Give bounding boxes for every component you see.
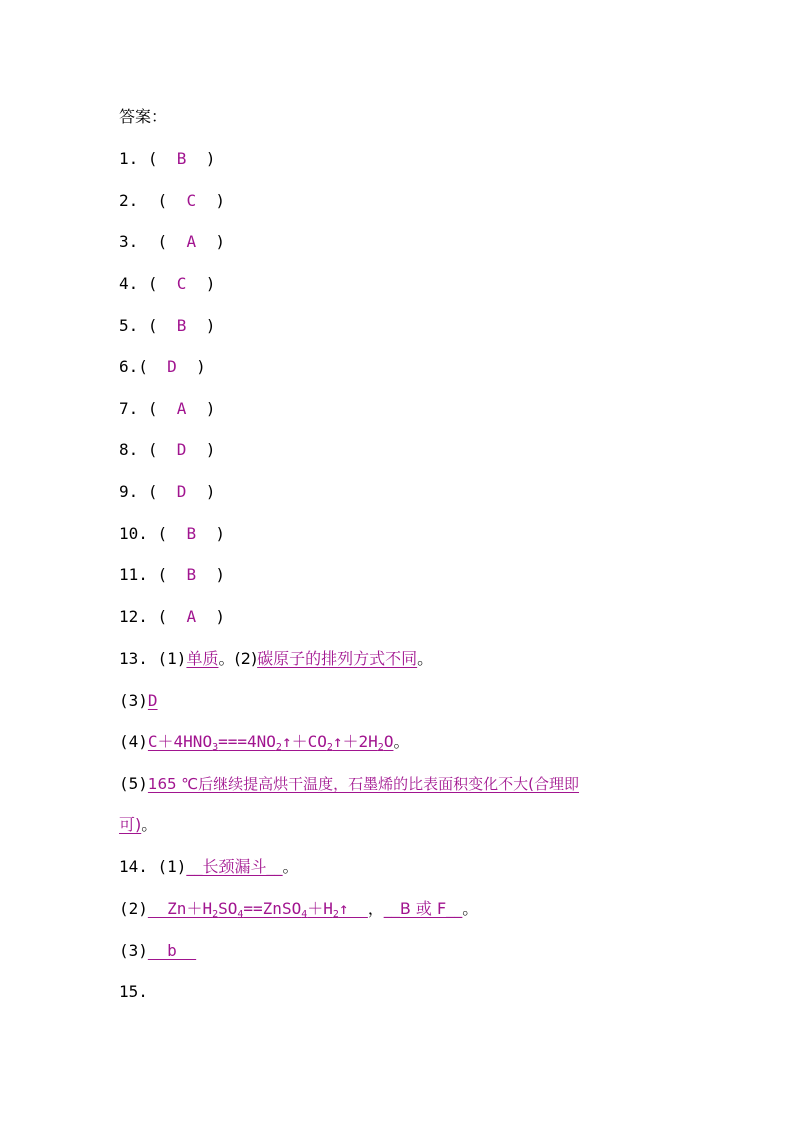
answers-heading: 答案： <box>119 107 168 126</box>
close-paren: ) <box>186 316 216 335</box>
equation-text: C＋4HNO <box>147 732 213 751</box>
equation-text: ↑＋CO <box>281 732 327 751</box>
equation-text: ↑__ <box>338 899 368 918</box>
close-paren: ) <box>196 232 225 251</box>
mc-answer-5 <box>119 315 215 337</box>
q13-part5-answer-line1: 165 ℃后继续提高烘干温度，石墨烯的比表面积变化不大(合理即 <box>147 775 580 793</box>
close-paren: ) <box>196 191 225 210</box>
q13-line-3 <box>119 731 409 753</box>
question-number: 2. <box>119 191 139 210</box>
subscript: 2 <box>332 909 339 920</box>
mc-answer-10 <box>119 523 225 545</box>
part-label: 。(2) <box>218 649 258 668</box>
subscript: 2 <box>377 742 384 753</box>
mc-answer-3 <box>119 231 225 253</box>
mc-answer-8 <box>119 439 215 461</box>
question-number: 13. <box>119 649 148 668</box>
part-label: (1) <box>147 857 187 876</box>
answer-value: D <box>167 357 177 376</box>
close-paren: ) <box>186 274 216 293</box>
subscript: 2 <box>326 742 333 753</box>
question-number: 6. <box>119 357 139 376</box>
answer-value: B <box>186 565 197 584</box>
mc-answer-1 <box>119 148 215 170</box>
open-paren: ( <box>147 524 187 543</box>
punctuation: 。 <box>417 649 434 668</box>
question-number: 14. <box>119 857 148 876</box>
part-label: (5) <box>119 774 148 793</box>
punctuation: 。 <box>141 815 158 834</box>
q14-part1-answer: __长颈漏斗__ <box>186 857 283 876</box>
equation-text: ===4NO <box>218 732 276 751</box>
open-paren: ( <box>147 565 187 584</box>
q13-line-4 <box>119 773 579 795</box>
q14-line-2 <box>119 898 478 920</box>
question-number: 15. <box>119 982 148 1001</box>
equation-text: O <box>383 732 394 751</box>
part-label: (3) <box>119 941 148 960</box>
q14-part3-answer: __b__ <box>147 941 197 960</box>
question-number: 4. <box>119 274 139 293</box>
open-paren: ( <box>138 399 177 418</box>
equation-text: ＋H <box>307 899 333 918</box>
part-label: (1) <box>147 649 187 668</box>
question-number: 5. <box>119 316 139 335</box>
subscript: 2 <box>275 742 282 753</box>
question-number: 11. <box>119 565 148 584</box>
close-paren: ) <box>196 607 225 626</box>
answer-value: A <box>186 232 197 251</box>
punctuation: 。 <box>462 899 479 918</box>
open-paren: ( <box>138 191 187 210</box>
open-paren: ( <box>138 316 177 335</box>
q13-line-1 <box>119 648 433 670</box>
equation-text: ↑＋2H <box>332 732 378 751</box>
punctuation: ， <box>367 899 384 918</box>
question-number: 10. <box>119 524 148 543</box>
mc-answer-11 <box>119 564 225 586</box>
close-paren: ) <box>186 440 216 459</box>
question-number: 3. <box>119 232 139 251</box>
open-paren: ( <box>147 607 187 626</box>
answer-value: D <box>176 482 187 501</box>
subscript: 2 <box>212 909 219 920</box>
close-paren: ) <box>186 482 216 501</box>
open-paren: ( <box>138 232 187 251</box>
answer-value: A <box>176 399 187 418</box>
mc-answer-7 <box>119 398 215 420</box>
open-paren: ( <box>138 482 177 501</box>
q14-part2-equation <box>148 899 368 918</box>
mc-answer-6 <box>119 356 206 378</box>
close-paren: ) <box>196 565 225 584</box>
answer-value: A <box>186 607 197 626</box>
question-number: 1. <box>119 149 139 168</box>
subscript: 4 <box>237 909 244 920</box>
mc-answer-4 <box>119 273 215 295</box>
part-label: (4) <box>119 732 148 751</box>
q13-line-2 <box>119 690 158 712</box>
q13-part2-answer: 碳原子的排列方式不同 <box>257 649 418 668</box>
punctuation: 。 <box>282 857 299 876</box>
q14-line-1 <box>119 856 298 878</box>
question-number: 9. <box>119 482 139 501</box>
answer-value: C <box>186 191 197 210</box>
punctuation: 。 <box>393 732 410 751</box>
open-paren: ( <box>138 357 168 376</box>
q13-part5-answer-line2: 可) <box>119 815 142 834</box>
question-number: 8. <box>119 440 139 459</box>
q13-part3-answer: D <box>147 691 158 710</box>
subscript: 4 <box>301 909 308 920</box>
q13-part4-equation <box>148 732 394 751</box>
close-paren: ) <box>176 357 206 376</box>
equation-text: __Zn＋H <box>147 899 213 918</box>
open-paren: ( <box>138 440 177 459</box>
close-paren: ) <box>196 524 225 543</box>
q13-line-5 <box>119 814 157 836</box>
part-label: (3) <box>119 691 148 710</box>
subscript: 3 <box>212 742 219 753</box>
mc-answer-2 <box>119 190 225 212</box>
equation-text: SO <box>218 899 238 918</box>
q13-part1-answer: 单质 <box>186 649 219 668</box>
q14-part2-answer-apparatus: __B 或 F__ <box>383 899 463 918</box>
answer-value: C <box>176 274 187 293</box>
answer-value: B <box>176 149 187 168</box>
question-number: 12. <box>119 607 148 626</box>
equation-text: ==ZnSO <box>243 899 302 918</box>
open-paren: ( <box>138 149 177 168</box>
mc-answer-12 <box>119 606 225 628</box>
answer-value: B <box>176 316 187 335</box>
close-paren: ) <box>186 149 216 168</box>
q15-line-1 <box>119 981 148 1003</box>
answer-value: B <box>186 524 197 543</box>
question-number: 7. <box>119 399 139 418</box>
answer-value: D <box>176 440 187 459</box>
part-label: (2) <box>119 899 148 918</box>
mc-answer-9 <box>119 481 215 503</box>
close-paren: ) <box>186 399 216 418</box>
q14-line-3 <box>119 940 196 962</box>
open-paren: ( <box>138 274 177 293</box>
